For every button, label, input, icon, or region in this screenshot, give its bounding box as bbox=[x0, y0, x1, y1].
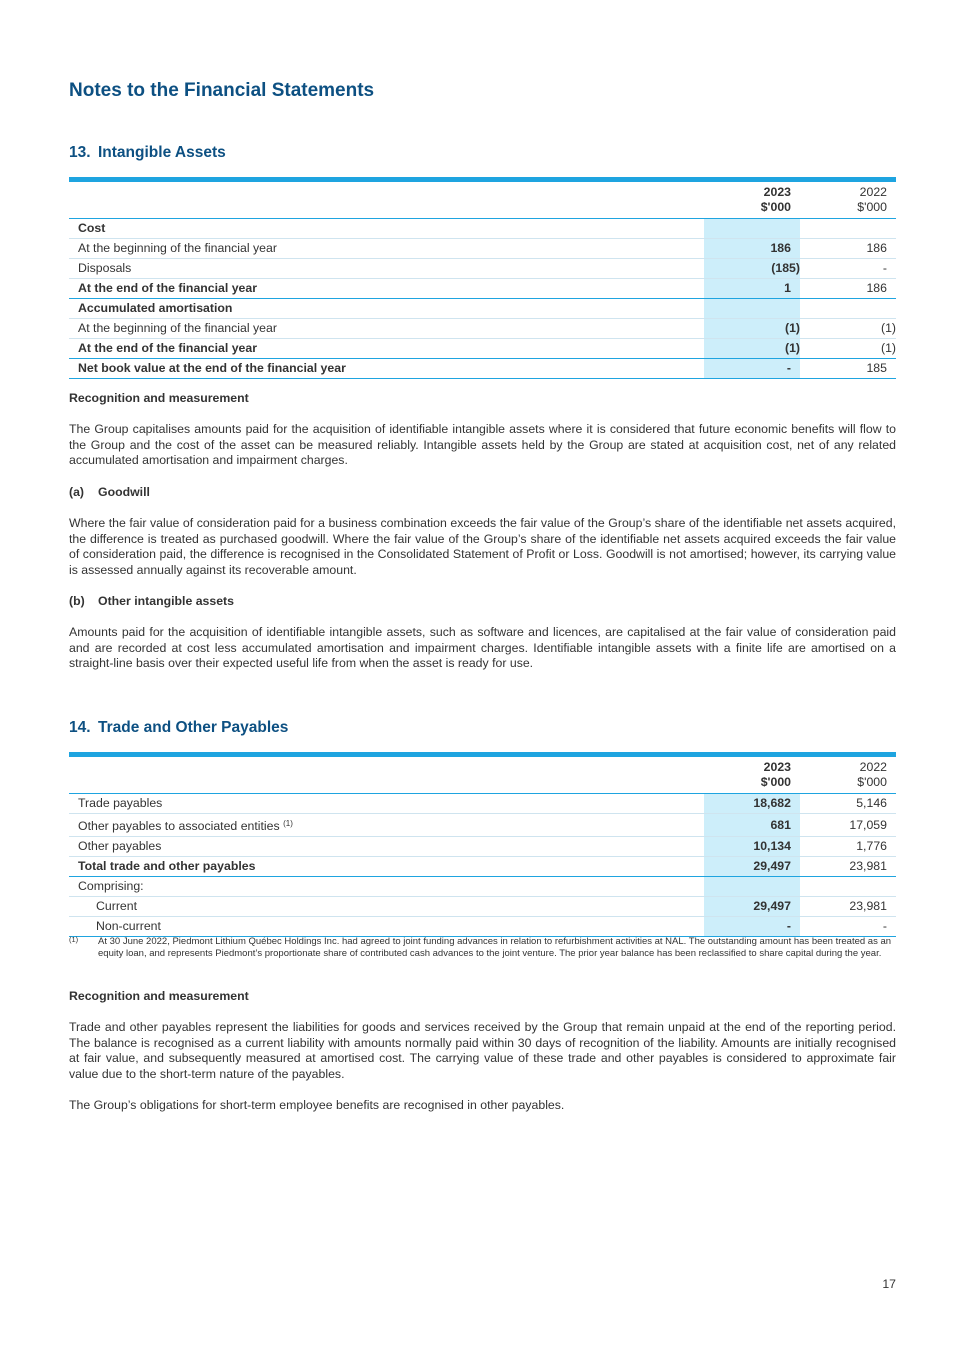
page-title: Notes to the Financial Statements bbox=[69, 80, 375, 101]
section-14-number: 14. bbox=[69, 719, 91, 736]
recognition-text-14: Trade and other payables represent the liabilities for goods and services received by the Group that remain unpaid at the end of the reporting period. The balance is recognised as a current liability with amounts normally paid within 30 days of recognition of the liability. Amounts are initially recognised at fair value, and subsequently measured at amortised cost. The carrying value of these trade and other payables is considered to approximate fair value due to the short-term nature of the payables. bbox=[69, 1020, 896, 1081]
col-2023-header: 2023 $'000 bbox=[704, 180, 800, 219]
table-row: Disposals (185) - bbox=[69, 259, 896, 279]
intangible-assets-table bbox=[69, 177, 896, 379]
footnote-mark: (1) bbox=[69, 935, 79, 944]
table-row: Other payables to associated entities $^{(1)}$ 681 17,059 bbox=[69, 814, 896, 837]
col-2023-header: 2023 $'000 bbox=[704, 755, 800, 794]
table-header-row bbox=[69, 180, 896, 219]
table-row: Trade payables 18,682 5,146 bbox=[69, 794, 896, 814]
employee-benefits-text: The Group’s obligations for short-term employee benefits are recognised in other payables. bbox=[69, 1098, 565, 1112]
table-row: Non-current - - bbox=[69, 917, 896, 937]
goodwill-heading: (a) Goodwill bbox=[69, 485, 150, 499]
table-row: Accumulated amortisation bbox=[69, 299, 896, 319]
trade-payables-table bbox=[69, 752, 896, 937]
goodwill-text: Where the fair value of consideration paid for a business combination exceeds the fair value of the Group’s share of the identifiable net assets acquired, the difference is treated as purchased goodwill. Where the fair value of the Group’s share of the identifiable net assets acquired exceeds the fair value of consideration paid, the difference is recognised in the Consolidated Statement of Profit or Loss. Goodwill is not amortised; however, its carrying value is assessed annually against its recoverable amount. bbox=[69, 516, 896, 577]
recognition-text-13: The Group capitalises amounts paid for the acquisition of identifiable intangible assets where it is considered that future economic benefits will flow to the Group and the cost of the asset can be measured reliably. Intangible assets held by the Group are stated at acquisition cost, net of any related accumulated amortisation and impairment charges. bbox=[69, 422, 896, 467]
table-row: Cost bbox=[69, 219, 896, 239]
table-row: At the beginning of the financial year (1) (1) bbox=[69, 319, 896, 339]
table-row: Comprising: bbox=[69, 877, 896, 897]
section-13-title-text: Intangible Assets bbox=[98, 144, 226, 161]
recognition-heading-14: Recognition and measurement bbox=[69, 989, 249, 1003]
table-row: Total trade and other payables 29,497 23,981 bbox=[69, 857, 896, 877]
other-intangibles-text: Amounts paid for the acquisition of identifiable intangible assets, such as software and licences, are capitalised at the fair value of consideration paid and are recorded at cost less accumulated amortisation and impairment charges. Identifiable intangible assets with a finite life are amortised on a straight-line basis over their expected useful life from when the asset is ready for use. bbox=[69, 625, 896, 670]
table-row: At the beginning of the financial year 186 186 bbox=[69, 239, 896, 259]
table-row: Net book value at the end of the financial year - 185 bbox=[69, 359, 896, 379]
section-13-title bbox=[69, 144, 226, 162]
footnote bbox=[69, 936, 896, 961]
table-row: Other payables 10,134 1,776 bbox=[69, 837, 896, 857]
table-row: At the end of the financial year 1 186 bbox=[69, 279, 896, 299]
section-14-title-text: Trade and Other Payables bbox=[98, 719, 289, 736]
other-intangibles-heading: (b) Other intangible assets bbox=[69, 594, 234, 608]
col-2022-header: 2022 $'000 bbox=[800, 180, 896, 219]
section-13-number: 13. bbox=[69, 144, 91, 161]
footnote-text: At 30 June 2022, Piedmont Lithium Québec Holdings Inc. had agreed to joint funding advances in relation to refurbishment activities at NAL. The outstanding amount has been treated as an equity loan, and represents Piedmont’s proportionate share of contributed cash advances to the joint venture. The prior year balance has been reclassified to share capital during the year. bbox=[98, 936, 892, 960]
footnote-ref: (1) bbox=[283, 819, 293, 828]
page-number: 17 bbox=[882, 1277, 896, 1291]
col-2022-header: 2022 $'000 bbox=[800, 755, 896, 794]
table-header-row bbox=[69, 755, 896, 794]
table-row: At the end of the financial year (1) (1) bbox=[69, 339, 896, 359]
table-row: Current 29,497 23,981 bbox=[69, 897, 896, 917]
recognition-heading-13: Recognition and measurement bbox=[69, 391, 249, 405]
section-14-title bbox=[69, 719, 288, 737]
